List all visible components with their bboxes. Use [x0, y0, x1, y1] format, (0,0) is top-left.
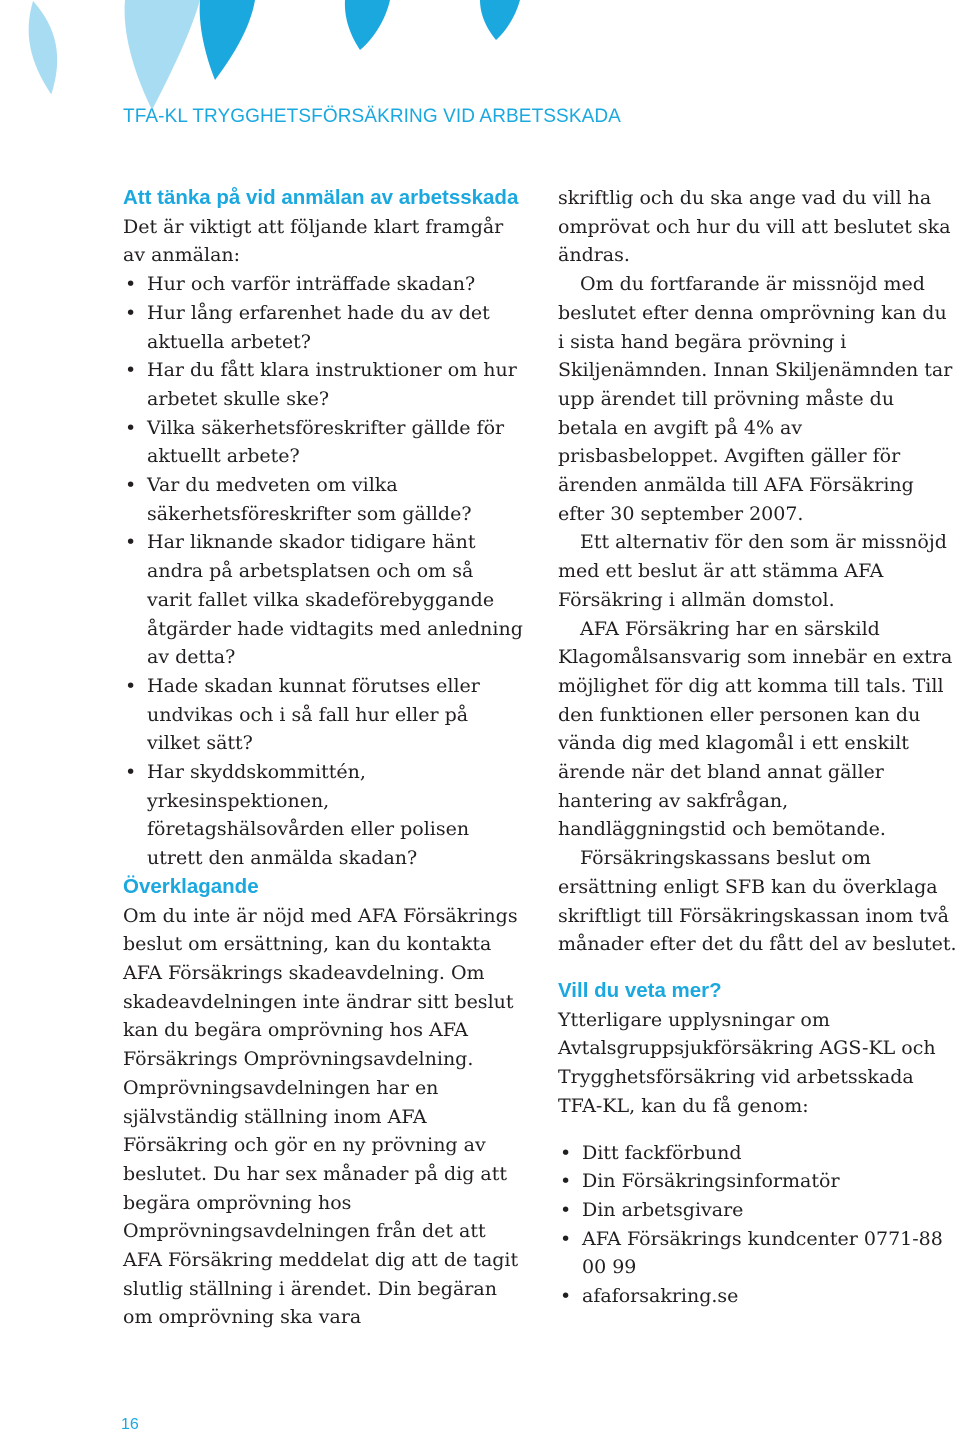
list-item: • Ditt fackförbund	[558, 1139, 958, 1168]
list-item: • Din arbetsgivare	[558, 1196, 958, 1225]
appeal-body: Om du inte är nöjd med AFA Försäkrings beslut om ersättning, kan du kontakta AFA Försäkrings skadeavdelning. Om skadeavdelningen inte ändrar sitt beslut kan du begära omprövning hos AFA Försäkrings Omprövningsavdelning. Omprövningsavdelningen har en självständig ställning inom AFA Försäkring och gör en ny prövning av beslutet. Du har sex månader på dig att begära omprövning hos Omprövningsavdelningen från det att AFA Försäkring meddelat dig att de tagit slutlig ställning i ärendet. Din begäran om omprövning ska vara	[123, 904, 519, 1329]
left-column	[123, 184, 523, 1332]
report-intro: Det är viktigt att följande klart framgår av anmälan:	[123, 215, 504, 267]
complaints-paragraph: AFA Försäkring har en särskild Klagomålsansvarig som innebär en extra möjlighet för dig att komma till tals. Till den funktionen eller personen kan du vända dig med klagomål i ett enskilt ärende när det bland annat gäller hantering av sakfrågan, handläggningstid och bemötande.	[558, 617, 953, 841]
list-item: • Var du medveten om vilka säkerhetsföreskrifter som gällde?	[123, 471, 523, 528]
list-item: • AFA Försäkrings kundcenter 0771-88 00 99	[558, 1225, 958, 1282]
list-item: • Vilka säkerhetsföreskrifter gällde för aktuellt arbete?	[123, 414, 523, 471]
leaf-shape	[125, 0, 200, 110]
section-heading-report: Att tänka på vid anmälan av arbetsskada	[123, 186, 519, 209]
list-item: • Har liknande skador tidigare hänt andra på arbetsplatsen och om så varit fallet vilka skadeförebyggande åtgärder hade vidtagits med anledning av detta?	[123, 528, 523, 672]
report-checklist	[123, 270, 523, 873]
appeal-body-continued: skriftlig och du ska ange vad du vill ha omprövat och hur du vill att beslutet ska ändras.	[558, 187, 951, 267]
list-item: • Hur lång erfarenhet hade du av det aktuella arbetet?	[123, 299, 523, 356]
contact-list	[558, 1139, 958, 1311]
list-item: • Har du fått klara instruktioner om hur arbetet skulle ske?	[123, 356, 523, 413]
section-heading-appeal: Överklagande	[123, 874, 259, 898]
list-item: • afaforsakring.se	[558, 1282, 958, 1311]
list-item: • Hade skadan kunnat förutses eller undvikas och i så fall hur eller på vilket sätt?	[123, 672, 523, 758]
more-info-intro: Ytterligare upplysningar om Avtalsgruppsjukförsäkring AGS-KL och Trygghetsförsäkring vid arbetsskada TFA-KL, kan du få genom:	[558, 1008, 936, 1117]
page-number: 16	[121, 1416, 139, 1433]
list-item: • Hur och varför inträffade skadan?	[123, 270, 523, 299]
list-item: • Din Försäkringsinformatör	[558, 1167, 958, 1196]
list-item: • Har skyddskommittén, yrkesinspektionen, företagshälsovården eller polisen utrett den anmälda skadan?	[123, 758, 523, 873]
right-column	[558, 184, 958, 1311]
page-header-title: TFA-KL TRYGGHETSFÖRSÄKRING VID ARBETSSKADA	[123, 106, 621, 127]
section-heading-more-info: Vill du veta mer?	[558, 978, 722, 1002]
court-paragraph: Ett alternativ för den som är missnöjd med ett beslut är att stämma AFA Försäkring i allmän domstol.	[558, 531, 947, 611]
leaf-shape	[24, 0, 63, 96]
leaf-shape	[480, 0, 520, 40]
arbitration-paragraph: Om du fortfarande är missnöjd med beslutet efter denna omprövning kan du i sista hand begära prövning i Skiljenämnden. Innan Skiljenämnden tar upp ärendet till prövning måste du betala en avgift på 4% av prisbasbeloppet. Avgiften gäller för ärenden anmälda till AFA Försäkring efter 30 september 2007.	[558, 273, 953, 525]
leaf-shape	[345, 0, 390, 50]
leaf-shape	[200, 0, 255, 80]
social-insurance-paragraph: Försäkringskassans beslut om ersättning enligt SFB kan du överklaga skriftligt till Försäkringskassan inom två månader efter det du fått del av beslutet.	[558, 847, 957, 956]
decorative-leaves	[0, 0, 960, 110]
